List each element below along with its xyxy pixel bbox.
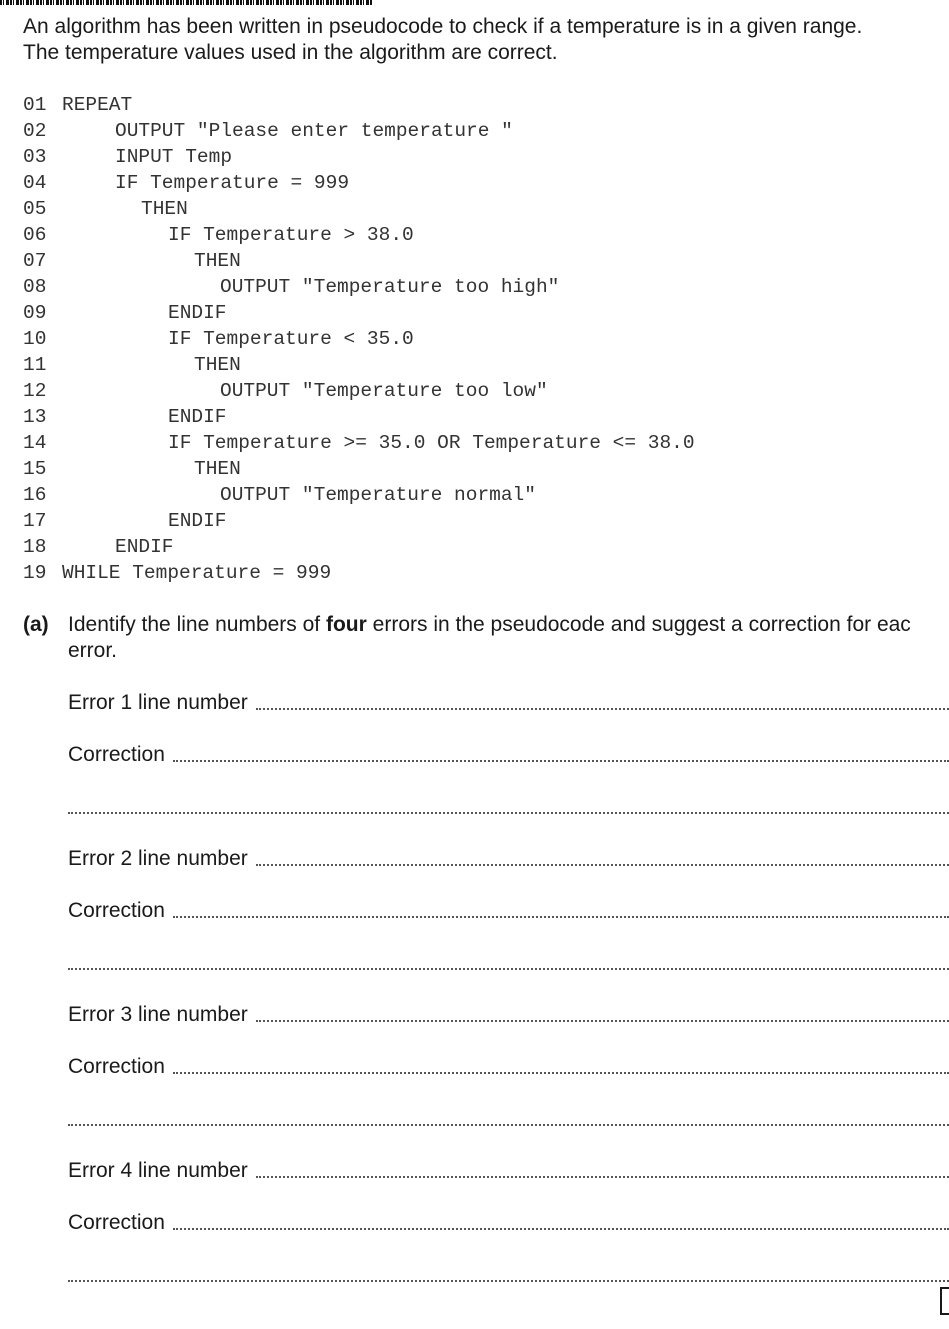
error-4-label: Error 4 line number xyxy=(68,1159,248,1182)
code-text: ENDIF xyxy=(168,406,227,428)
line-number: 03 xyxy=(23,146,47,168)
question-text xyxy=(68,612,949,664)
intro-line-1: An algorithm has been written in pseudocode to check if a temperature is in a given range. xyxy=(23,15,863,38)
code-line xyxy=(23,482,536,508)
code-text: THEN xyxy=(194,458,241,480)
code-line xyxy=(23,300,227,326)
code-line xyxy=(23,196,188,222)
code-text: INPUT Temp xyxy=(115,146,233,168)
line-number: 02 xyxy=(23,120,47,142)
question-text-after: errors in the pseudocode and suggest a correction for eac xyxy=(366,613,911,636)
line-number: 08 xyxy=(23,276,47,298)
code-text: ENDIF xyxy=(168,302,227,324)
line-number: 17 xyxy=(23,510,47,532)
correction-2-continuation-field[interactable] xyxy=(68,950,949,976)
intro-line-2: The temperature values used in the algorithm are correct. xyxy=(23,41,558,64)
code-text: OUTPUT "Please enter temperature " xyxy=(115,120,513,142)
correction-4-continuation-field[interactable] xyxy=(68,1262,949,1288)
code-text: OUTPUT "Temperature normal" xyxy=(220,484,536,506)
intro-text xyxy=(23,14,862,66)
code-line xyxy=(23,534,174,560)
question-text-line2: error. xyxy=(68,639,118,662)
error-3-label: Error 3 line number xyxy=(68,1003,248,1026)
code-line xyxy=(23,508,227,534)
line-number: 01 xyxy=(23,94,47,116)
question-text-before: Identify the line numbers of xyxy=(68,613,326,636)
code-text: THEN xyxy=(141,198,188,220)
correction-3-continuation-field[interactable] xyxy=(68,1106,949,1132)
correction-1-continuation-field[interactable] xyxy=(68,794,949,820)
line-number: 04 xyxy=(23,172,47,194)
code-line xyxy=(23,222,414,248)
line-number: 19 xyxy=(23,562,47,584)
error-1-line-number-field[interactable] xyxy=(68,690,949,716)
question-label: (a) xyxy=(23,613,49,636)
code-line xyxy=(23,404,227,430)
code-line xyxy=(23,560,332,586)
correction-4-field[interactable] xyxy=(68,1210,949,1236)
correction-2-label: Correction xyxy=(68,899,165,922)
line-number: 15 xyxy=(23,458,47,480)
error-3-line-number-field[interactable] xyxy=(68,1002,949,1028)
line-number: 11 xyxy=(23,354,47,376)
answer-dotted-line[interactable] xyxy=(173,1072,949,1074)
error-4-line-number-field[interactable] xyxy=(68,1158,949,1184)
answer-dotted-line[interactable] xyxy=(173,1228,949,1230)
answer-dotted-line[interactable] xyxy=(68,1124,949,1126)
correction-3-field[interactable] xyxy=(68,1054,949,1080)
code-line xyxy=(23,248,241,274)
line-number: 06 xyxy=(23,224,47,246)
code-line xyxy=(23,274,560,300)
code-text: THEN xyxy=(194,250,241,272)
code-line xyxy=(23,352,241,378)
answer-dotted-line[interactable] xyxy=(68,968,949,970)
code-text: IF Temperature < 35.0 xyxy=(168,328,414,350)
line-number: 10 xyxy=(23,328,47,350)
code-text: IF Temperature >= 35.0 OR Temperature <= 38.0 xyxy=(168,432,695,454)
answer-dotted-line[interactable] xyxy=(256,1176,949,1178)
correction-1-field[interactable] xyxy=(68,742,949,768)
answer-dotted-line[interactable] xyxy=(68,812,949,814)
line-number: 13 xyxy=(23,406,47,428)
line-number: 16 xyxy=(23,484,47,506)
code-line xyxy=(23,456,241,482)
line-number: 09 xyxy=(23,302,47,324)
answer-dotted-line[interactable] xyxy=(173,916,949,918)
answer-dotted-line[interactable] xyxy=(173,760,949,762)
pseudocode-block xyxy=(23,92,695,586)
code-text: THEN xyxy=(194,354,241,376)
code-text: ENDIF xyxy=(115,536,174,558)
code-line xyxy=(23,378,548,404)
code-text: OUTPUT "Temperature too high" xyxy=(220,276,560,298)
barcode-strip xyxy=(0,0,372,5)
error-2-line-number-field[interactable] xyxy=(68,846,949,872)
line-number: 05 xyxy=(23,198,47,220)
answer-dotted-line[interactable] xyxy=(68,1280,949,1282)
correction-4-label: Correction xyxy=(68,1211,165,1234)
code-text: IF Temperature > 38.0 xyxy=(168,224,414,246)
error-2-label: Error 2 line number xyxy=(68,847,248,870)
line-number: 18 xyxy=(23,536,47,558)
line-number: 07 xyxy=(23,250,47,272)
code-line xyxy=(23,170,350,196)
answer-dotted-line[interactable] xyxy=(256,864,949,866)
line-number: 12 xyxy=(23,380,47,402)
code-line xyxy=(23,326,414,352)
error-1-label: Error 1 line number xyxy=(68,691,248,714)
marks-bracket xyxy=(940,1287,949,1315)
code-text: OUTPUT "Temperature too low" xyxy=(220,380,548,402)
code-text: WHILE Temperature = 999 xyxy=(62,562,332,584)
code-text: ENDIF xyxy=(168,510,227,532)
code-line xyxy=(23,144,233,170)
line-number: 14 xyxy=(23,432,47,454)
answer-dotted-line[interactable] xyxy=(256,1020,949,1022)
code-text: REPEAT xyxy=(62,94,133,116)
correction-1-label: Correction xyxy=(68,743,165,766)
correction-2-field[interactable] xyxy=(68,898,949,924)
answer-dotted-line[interactable] xyxy=(256,708,949,710)
correction-3-label: Correction xyxy=(68,1055,165,1078)
code-text: IF Temperature = 999 xyxy=(115,172,350,194)
code-line xyxy=(23,118,513,144)
code-line xyxy=(23,430,695,456)
question-text-bold: four xyxy=(325,613,367,636)
code-line xyxy=(23,92,133,118)
